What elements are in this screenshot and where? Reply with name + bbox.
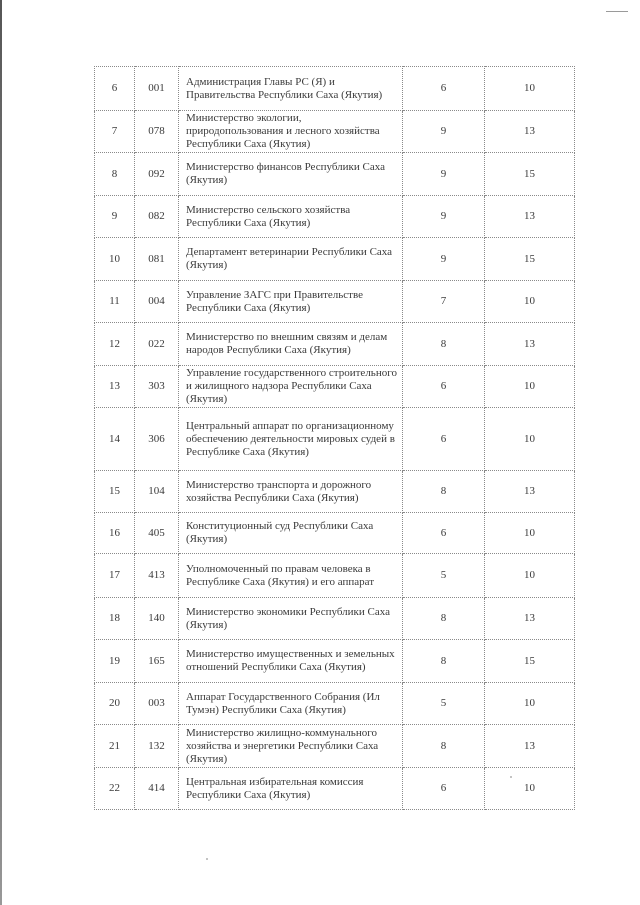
value-b: 15 <box>485 640 575 683</box>
organization-name: Управление ЗАГС при Правительстве Республики Саха (Якутия) <box>179 281 403 323</box>
organization-name: Администрация Главы РС (Я) и Правительства Республики Саха (Якутия) <box>179 67 403 111</box>
table-row <box>95 111 575 153</box>
value-b: 10 <box>485 67 575 111</box>
table-row <box>95 683 575 725</box>
organization-name: Департамент ветеринарии Республики Саха (Якутия) <box>179 238 403 281</box>
organization-name: Аппарат Государственного Собрания (Ил Тумэн) Республики Саха (Якутия) <box>179 683 403 725</box>
budget-code: 082 <box>135 196 179 238</box>
budget-code: 405 <box>135 513 179 554</box>
value-b: 13 <box>485 111 575 153</box>
value-b: 13 <box>485 471 575 513</box>
budget-code: 004 <box>135 281 179 323</box>
organization-name: Центральная избирательная комиссия Республики Саха (Якутия) <box>179 768 403 810</box>
budget-code: 140 <box>135 598 179 640</box>
budget-code: 104 <box>135 471 179 513</box>
row-number: 6 <box>95 67 135 111</box>
row-number: 19 <box>95 640 135 683</box>
value-a: 5 <box>403 554 485 598</box>
organization-name: Конституционный суд Республики Саха (Якутия) <box>179 513 403 554</box>
row-number: 14 <box>95 408 135 471</box>
value-a: 6 <box>403 768 485 810</box>
value-a: 5 <box>403 683 485 725</box>
document-table <box>94 66 575 810</box>
value-a: 9 <box>403 153 485 196</box>
value-a: 8 <box>403 725 485 768</box>
table-row <box>95 67 575 111</box>
row-number: 8 <box>95 153 135 196</box>
table-row <box>95 768 575 810</box>
budget-code: 132 <box>135 725 179 768</box>
value-b: 10 <box>485 554 575 598</box>
value-b: 15 <box>485 153 575 196</box>
table-row <box>95 196 575 238</box>
value-b: 10 <box>485 768 575 810</box>
value-b: 10 <box>485 281 575 323</box>
table-row <box>95 153 575 196</box>
value-a: 9 <box>403 111 485 153</box>
value-b: 15 <box>485 238 575 281</box>
row-number: 15 <box>95 471 135 513</box>
table-row <box>95 725 575 768</box>
budget-code: 165 <box>135 640 179 683</box>
value-a: 7 <box>403 281 485 323</box>
budget-code: 081 <box>135 238 179 281</box>
value-a: 8 <box>403 471 485 513</box>
value-a: 8 <box>403 598 485 640</box>
organization-name: Центральный аппарат по организационному обеспечению деятельности мировых судей в Республике Саха (Якутия) <box>179 408 403 471</box>
budget-code: 078 <box>135 111 179 153</box>
table-row <box>95 281 575 323</box>
organization-name: Министерство транспорта и дорожного хозяйства Республики Саха (Якутия) <box>179 471 403 513</box>
table-row <box>95 640 575 683</box>
organization-name: Министерство экологии, природопользования и лесного хозяйства Республики Саха (Якутия) <box>179 111 403 153</box>
value-b: 10 <box>485 408 575 471</box>
budget-code: 001 <box>135 67 179 111</box>
table-row <box>95 513 575 554</box>
organization-name: Министерство финансов Республики Саха (Якутия) <box>179 153 403 196</box>
row-number: 10 <box>95 238 135 281</box>
organization-name: Министерство жилищно-коммунального хозяйства и энергетики Республики Саха (Якутия) <box>179 725 403 768</box>
table-row <box>95 323 575 366</box>
organization-name: Министерство по внешним связям и делам народов Республики Саха (Якутия) <box>179 323 403 366</box>
scan-left-edge <box>0 0 2 905</box>
table-row <box>95 238 575 281</box>
organization-name: Министерство экономики Республики Саха (Якутия) <box>179 598 403 640</box>
budget-code: 092 <box>135 153 179 196</box>
table-row <box>95 408 575 471</box>
table-body <box>95 67 575 810</box>
organization-name: Управление государственного строительного и жилищного надзора Республики Саха (Якутия) <box>179 366 403 408</box>
value-a: 6 <box>403 366 485 408</box>
row-number: 13 <box>95 366 135 408</box>
table-row <box>95 366 575 408</box>
row-number: 9 <box>95 196 135 238</box>
budget-code: 303 <box>135 366 179 408</box>
organization-name: Уполномоченный по правам человека в Республике Саха (Якутия) и его аппарат <box>179 554 403 598</box>
value-a: 8 <box>403 323 485 366</box>
scan-speck <box>206 858 208 860</box>
row-number: 11 <box>95 281 135 323</box>
value-b: 13 <box>485 725 575 768</box>
row-number: 12 <box>95 323 135 366</box>
budget-code: 306 <box>135 408 179 471</box>
table-row <box>95 598 575 640</box>
value-a: 6 <box>403 513 485 554</box>
scan-mark <box>606 11 628 12</box>
value-a: 9 <box>403 196 485 238</box>
row-number: 7 <box>95 111 135 153</box>
value-a: 8 <box>403 640 485 683</box>
value-b: 13 <box>485 323 575 366</box>
budget-code: 414 <box>135 768 179 810</box>
table-row <box>95 554 575 598</box>
row-number: 22 <box>95 768 135 810</box>
budget-code: 413 <box>135 554 179 598</box>
value-b: 13 <box>485 196 575 238</box>
value-b: 13 <box>485 598 575 640</box>
organization-name: Министерство имущественных и земельных отношений Республики Саха (Якутия) <box>179 640 403 683</box>
row-number: 17 <box>95 554 135 598</box>
value-b: 10 <box>485 513 575 554</box>
value-a: 6 <box>403 408 485 471</box>
row-number: 16 <box>95 513 135 554</box>
organization-name: Министерство сельского хозяйства Республики Саха (Якутия) <box>179 196 403 238</box>
row-number: 20 <box>95 683 135 725</box>
budget-code: 022 <box>135 323 179 366</box>
value-b: 10 <box>485 366 575 408</box>
table-row <box>95 471 575 513</box>
value-a: 9 <box>403 238 485 281</box>
row-number: 18 <box>95 598 135 640</box>
value-a: 6 <box>403 67 485 111</box>
value-b: 10 <box>485 683 575 725</box>
budget-code: 003 <box>135 683 179 725</box>
row-number: 21 <box>95 725 135 768</box>
